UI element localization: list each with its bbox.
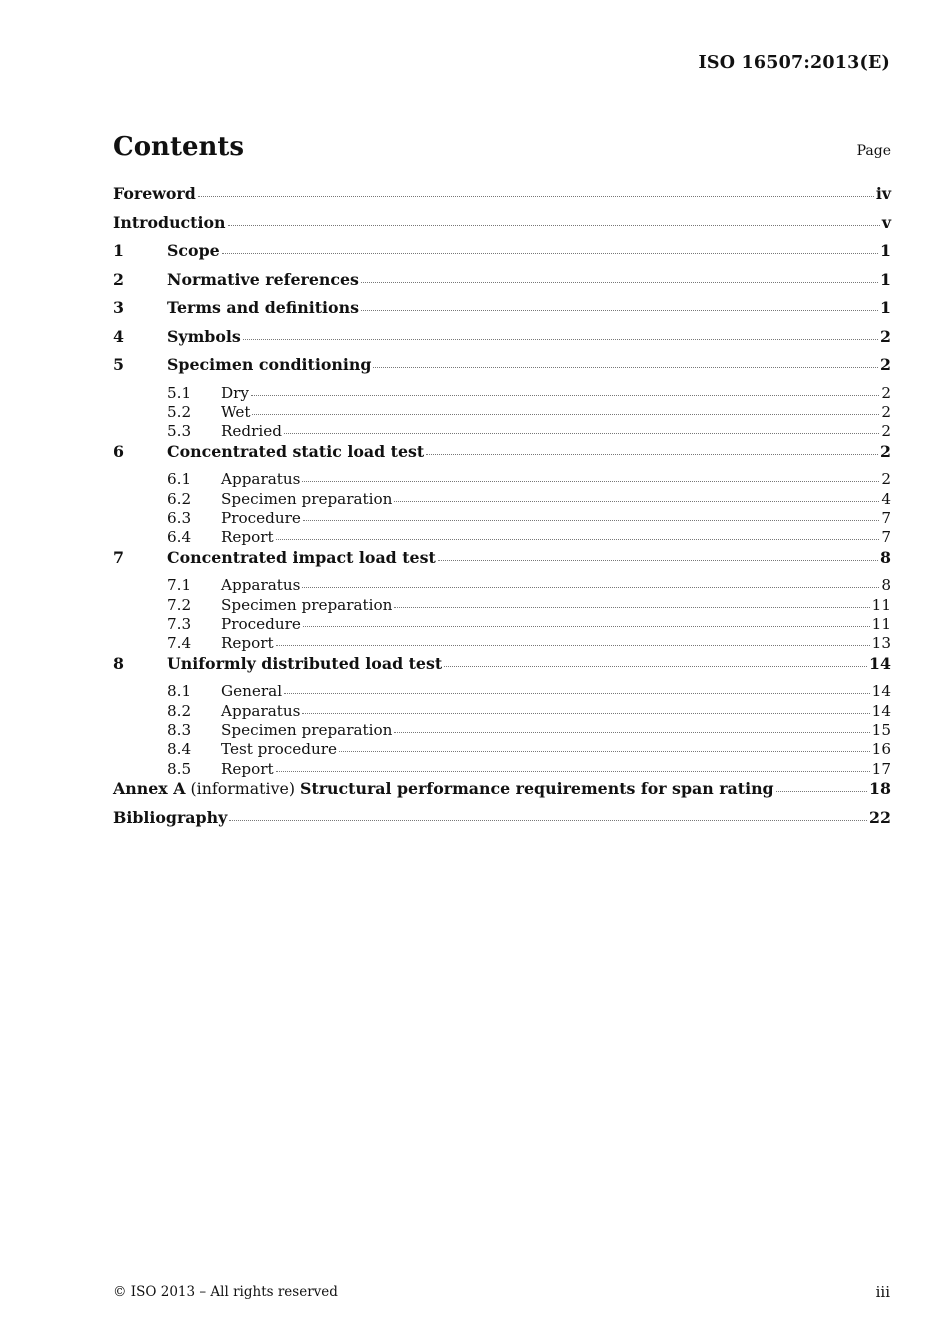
- toc-entry-page: 1: [880, 241, 891, 260]
- dot-leader: [243, 338, 878, 340]
- toc-entry[interactable]: [113, 808, 891, 837]
- dot-leader: [303, 519, 879, 521]
- toc-subentry[interactable]: [113, 596, 891, 615]
- dot-leader: [284, 432, 879, 434]
- dot-leader: [229, 819, 867, 821]
- dot-leader: [361, 309, 878, 311]
- toc-entry-page: 1: [880, 298, 891, 317]
- toc-entry-number: 5.2: [167, 402, 192, 421]
- toc-entry-title: Scope: [167, 241, 220, 260]
- toc-subentry[interactable]: [113, 403, 891, 422]
- toc-subentry[interactable]: [113, 740, 891, 759]
- toc-subentry[interactable]: [113, 576, 891, 595]
- toc-entry-title: Concentrated impact load test: [167, 547, 436, 567]
- toc-subentry[interactable]: [113, 509, 891, 528]
- toc-subentry[interactable]: [113, 528, 891, 547]
- dot-leader: [284, 692, 870, 694]
- dot-leader: [361, 281, 878, 283]
- dot-leader: [394, 731, 869, 733]
- toc-entry-page: 15: [871, 721, 891, 740]
- toc-entry-number: 6.2: [167, 489, 192, 508]
- toc-entry-title: Test procedure: [221, 740, 338, 759]
- toc-entry-page: iv: [875, 184, 891, 203]
- toc-entry-number: 5.1: [167, 383, 192, 402]
- toc-subentry[interactable]: [113, 702, 891, 721]
- toc-entry-page: 2: [881, 422, 891, 441]
- toc-entry-number: 5: [113, 355, 124, 374]
- toc-entry-title: Specimen conditioning: [167, 355, 372, 374]
- toc-entry-title: Report: [221, 528, 274, 547]
- toc-entry-number: 6.1: [167, 470, 192, 489]
- toc-entry-page: 2: [881, 383, 891, 402]
- toc-entry[interactable]: [113, 184, 891, 213]
- toc-entry-title: Dry: [221, 383, 250, 402]
- toc-entry-title: Normative references: [167, 269, 359, 289]
- toc-subentry[interactable]: [113, 760, 891, 779]
- toc-entry-title: Wet: [221, 402, 251, 421]
- toc-entry[interactable]: [113, 298, 891, 327]
- toc-entry-page: 1: [880, 269, 891, 289]
- toc-entry-number: 7: [113, 547, 124, 567]
- toc-entry-title: Concentrated static load test: [167, 441, 425, 461]
- dot-leader: [228, 224, 880, 226]
- dot-leader: [251, 394, 879, 396]
- toc-entry-number: 8.2: [167, 701, 192, 720]
- toc-entry[interactable]: [113, 270, 891, 299]
- dot-leader: [302, 586, 879, 588]
- toc-entry-page: 18: [869, 779, 891, 799]
- toc-entry-page: 11: [871, 615, 891, 634]
- toc-entry-page: 2: [881, 470, 891, 489]
- toc-entry-page: 16: [871, 740, 891, 759]
- toc-entry[interactable]: [113, 442, 891, 471]
- dot-leader: [222, 252, 878, 254]
- toc-entry-number: 8: [113, 653, 124, 673]
- toc-entry-title: Apparatus: [221, 576, 301, 595]
- toc-entry[interactable]: [113, 654, 891, 683]
- document-id: ISO 16507:2013(E): [698, 53, 890, 73]
- dot-leader: [426, 453, 878, 455]
- copyright-notice: © ISO 2013 – All rights reserved: [113, 1284, 338, 1300]
- dot-leader: [252, 413, 879, 415]
- toc-entry-title: Symbols: [167, 326, 241, 346]
- dot-leader: [276, 644, 870, 646]
- toc-entry-title: Uniformly distributed load test: [167, 653, 443, 673]
- toc-entry-page: 7: [881, 528, 891, 547]
- dot-leader: [394, 500, 879, 502]
- toc-entry-page: 7: [881, 508, 891, 527]
- toc-entry-title: Specimen preparation: [221, 595, 393, 614]
- toc-subentry[interactable]: [113, 470, 891, 489]
- toc-entry-number: 6: [113, 441, 124, 461]
- toc-entry-page: 2: [880, 441, 891, 461]
- toc-entry-number: 7.2: [167, 595, 192, 614]
- toc-entry-title: Bibliography: [113, 807, 228, 827]
- toc-entry-number: 8.4: [167, 740, 192, 759]
- toc-entry-number: 8.1: [167, 682, 192, 701]
- annex-label: Annex A: [113, 779, 186, 799]
- annex-type: (informative): [185, 779, 301, 799]
- toc-entry-number: 3: [113, 298, 124, 317]
- toc-entry-number: 7.1: [167, 576, 192, 595]
- toc-entry-number: 6.3: [167, 508, 192, 527]
- toc-entry-number: 1: [113, 241, 124, 260]
- toc-entry-title: Foreword: [113, 184, 196, 203]
- dot-leader: [302, 480, 879, 482]
- toc-subentry[interactable]: [113, 422, 891, 441]
- dot-leader: [444, 665, 867, 667]
- toc-entry-page: 2: [880, 326, 891, 346]
- toc-entry-number: 7.4: [167, 634, 192, 653]
- dot-leader: [438, 559, 878, 561]
- toc-entry-page: 2: [881, 402, 891, 421]
- toc-subentry[interactable]: [113, 384, 891, 403]
- table-of-contents: [113, 184, 891, 836]
- annex-title: Structural performance requirements for span rating: [300, 779, 774, 799]
- toc-entry-title: Introduction: [113, 212, 226, 232]
- toc-entry-number: 5.3: [167, 422, 192, 441]
- toc-entry-title: Redried: [221, 422, 282, 441]
- toc-entry-page: v: [881, 212, 891, 232]
- toc-entry-page: 2: [880, 355, 891, 374]
- dot-leader: [302, 712, 869, 714]
- dot-leader: [276, 538, 880, 540]
- toc-entry-title: Procedure: [221, 615, 301, 634]
- toc-entry-title: [113, 779, 774, 798]
- toc-entry-title: Report: [221, 634, 274, 653]
- toc-subentry[interactable]: [113, 682, 891, 701]
- toc-entry-title: Specimen preparation: [221, 489, 393, 508]
- toc-entry-title: Terms and definitions: [167, 298, 359, 317]
- toc-entry-page: 8: [880, 547, 891, 567]
- page-number: iii: [875, 1283, 890, 1301]
- contents-heading-row: [113, 132, 891, 166]
- toc-entry-number: 7.3: [167, 615, 192, 634]
- toc-entry[interactable]: [113, 548, 891, 577]
- dot-leader: [373, 366, 878, 368]
- toc-entry-number: 6.4: [167, 528, 192, 547]
- toc-subentry[interactable]: [113, 490, 891, 509]
- toc-entry-page: 11: [871, 595, 891, 614]
- dot-leader: [198, 195, 874, 197]
- toc-entry[interactable]: [113, 355, 891, 384]
- page-column-label: Page: [856, 143, 891, 159]
- toc-entry[interactable]: [113, 327, 891, 356]
- toc-entry-title: Procedure: [221, 508, 301, 527]
- toc-entry-page: 14: [869, 653, 891, 673]
- toc-entry-number: 8.5: [167, 759, 192, 778]
- contents-title: Contents: [113, 132, 245, 162]
- toc-entry-number: 4: [113, 326, 124, 346]
- dot-leader: [303, 625, 870, 627]
- toc-entry-title: Report: [221, 759, 274, 778]
- toc-entry-page: 14: [871, 682, 891, 701]
- toc-entry-page: 14: [871, 701, 891, 720]
- dot-leader: [339, 750, 870, 752]
- toc-entry-number: 2: [113, 269, 124, 289]
- toc-subentry[interactable]: [113, 634, 891, 653]
- toc-entry-page: 17: [871, 759, 891, 778]
- toc-entry-number: 8.3: [167, 721, 192, 740]
- toc-entry-title: Apparatus: [221, 470, 301, 489]
- dot-leader: [776, 790, 867, 792]
- toc-subentry[interactable]: [113, 721, 891, 740]
- toc-entry-title: Specimen preparation: [221, 721, 393, 740]
- toc-entry[interactable]: [113, 241, 891, 270]
- toc-entry-page: 4: [881, 489, 891, 508]
- toc-entry-page: 8: [881, 576, 891, 595]
- dot-leader: [394, 606, 869, 608]
- toc-entry[interactable]: [113, 779, 891, 808]
- toc-entry-page: 13: [871, 634, 891, 653]
- dot-leader: [276, 770, 870, 772]
- toc-entry-title: Apparatus: [221, 701, 301, 720]
- toc-entry-title: General: [221, 682, 283, 701]
- toc-entry-page: 22: [869, 807, 891, 827]
- toc-subentry[interactable]: [113, 615, 891, 634]
- toc-entry[interactable]: [113, 213, 891, 242]
